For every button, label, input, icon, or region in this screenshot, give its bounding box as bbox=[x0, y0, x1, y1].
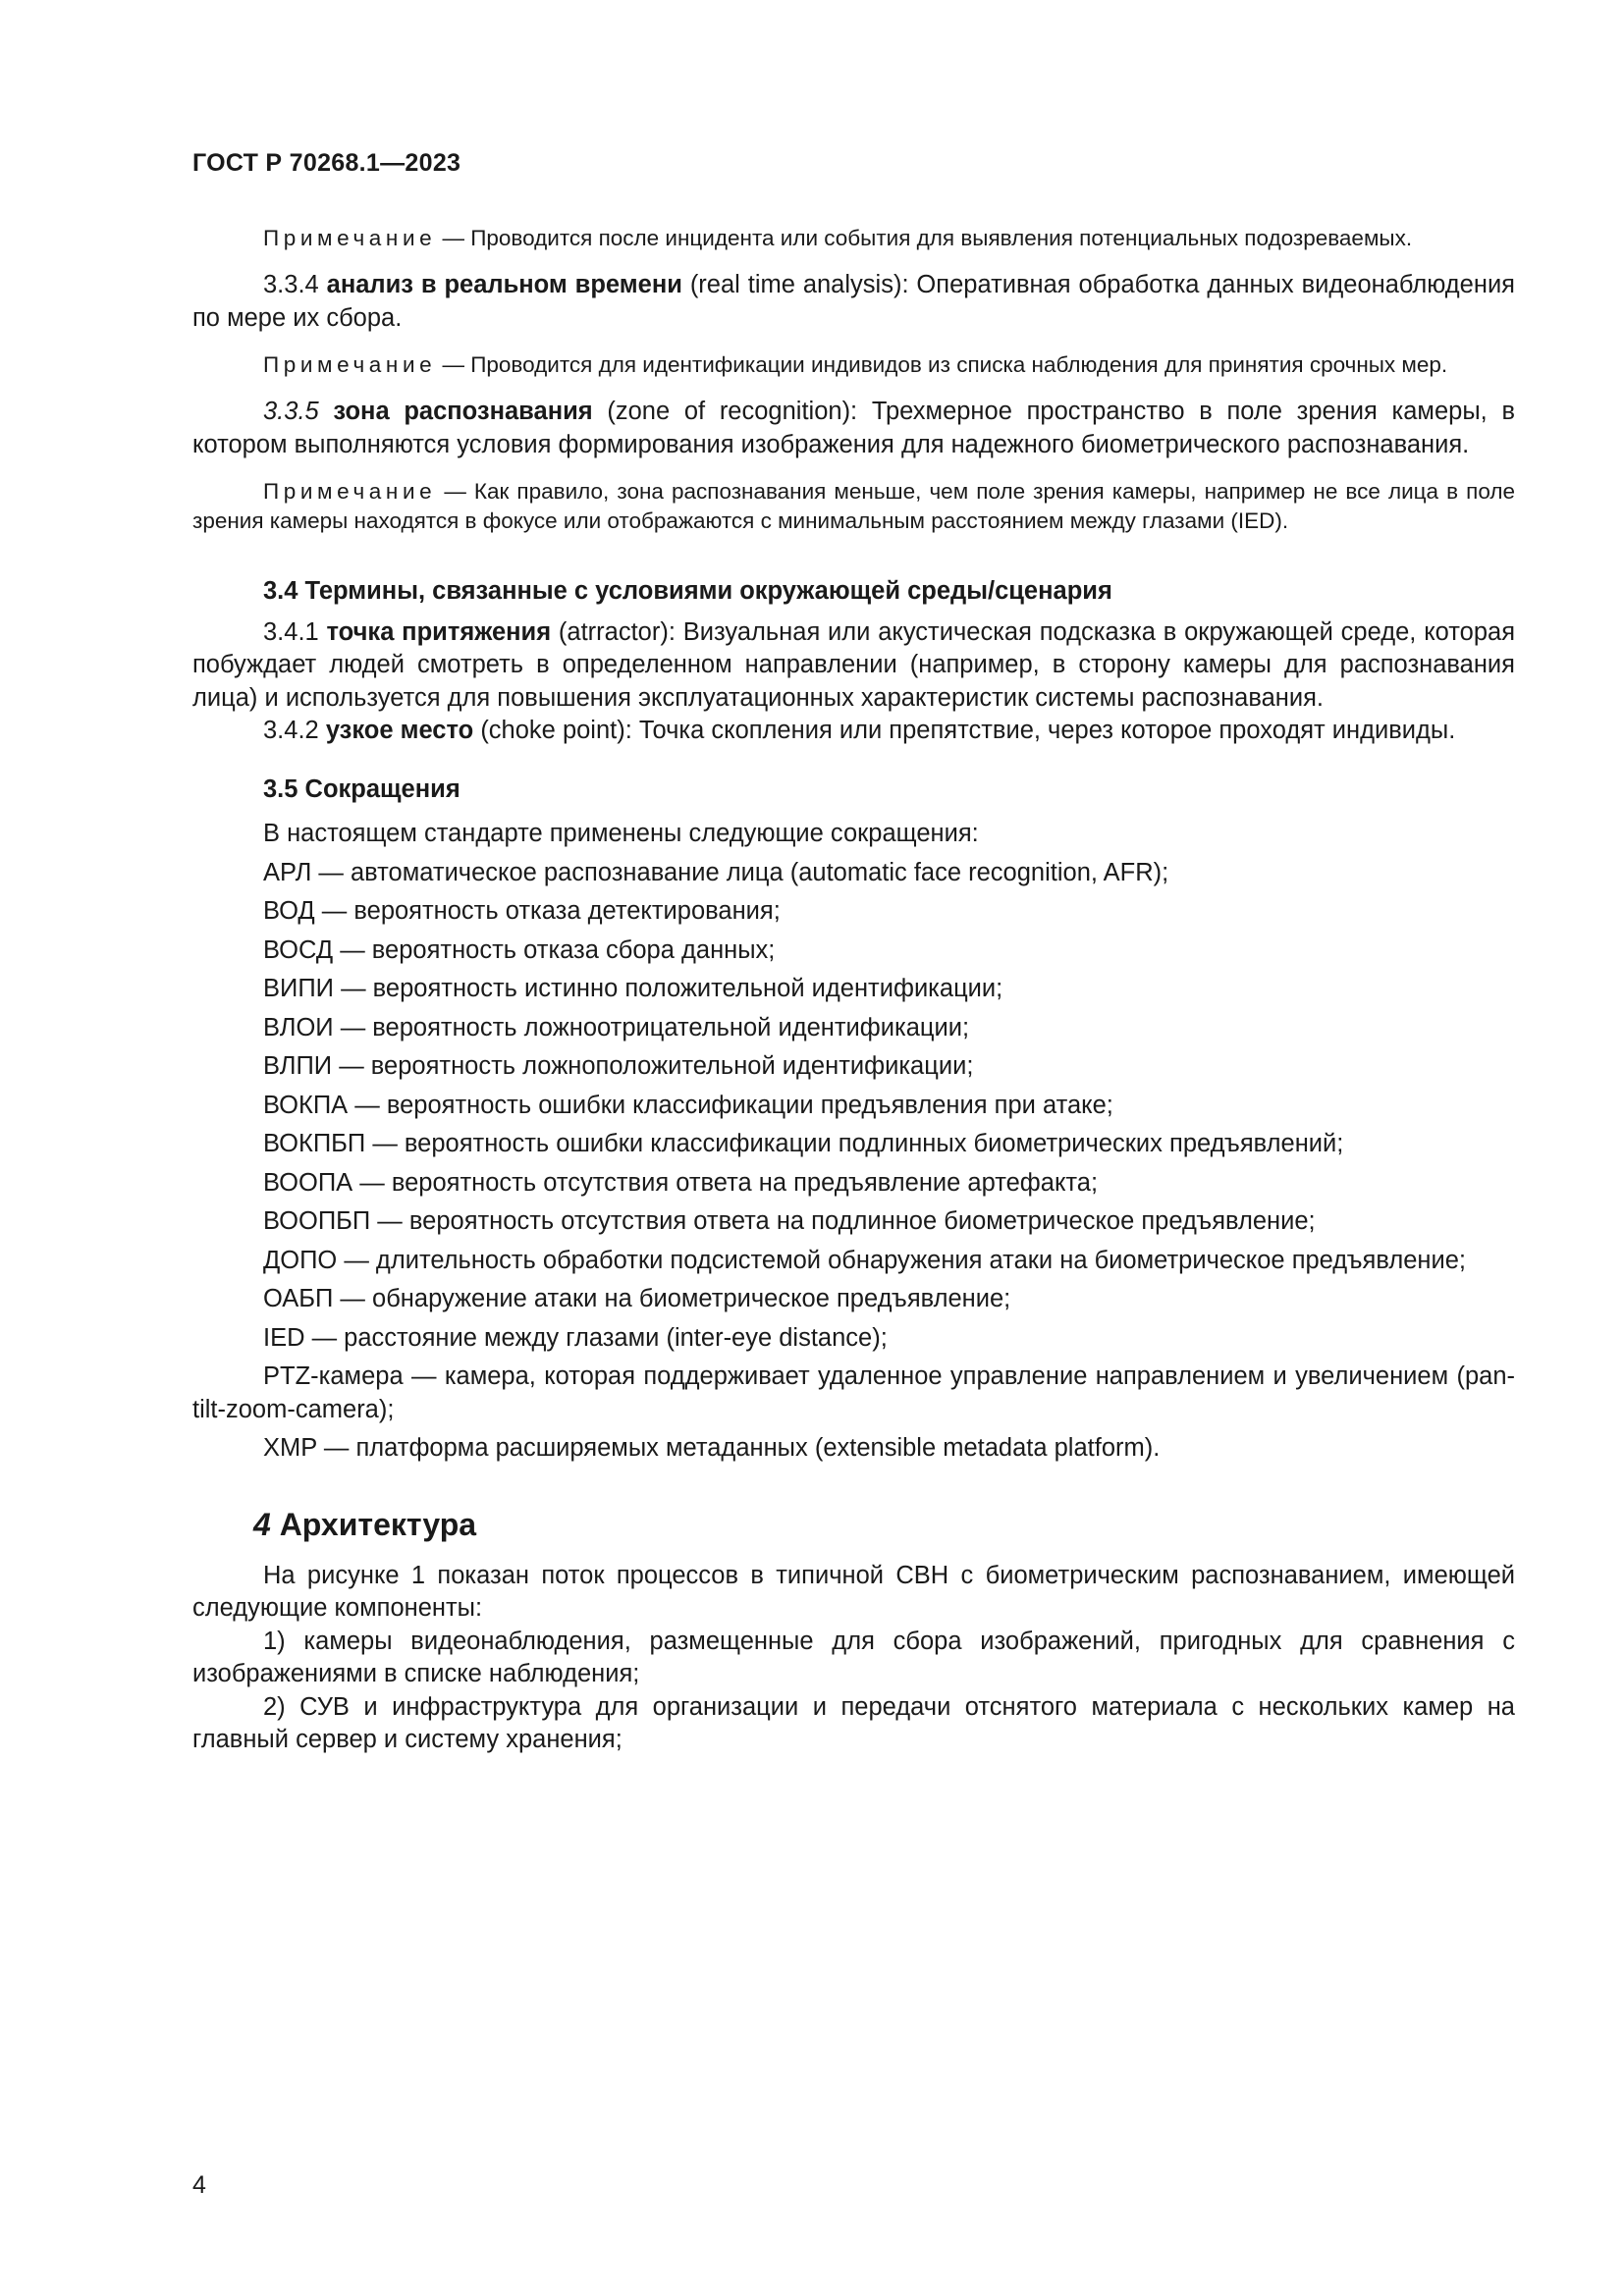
term-name: анализ в реальном времени bbox=[326, 271, 682, 298]
note-2 bbox=[192, 350, 1515, 380]
abbreviation-item: ДОПО — длительность обработки подсистемой обнаружения атаки на биометрическое предъявление; bbox=[263, 1246, 1466, 1274]
note-label: Примечание bbox=[263, 352, 437, 377]
subsection-heading-3-4: 3.4 Термины, связанные с условиями окружающей среды/сценария bbox=[263, 577, 1112, 605]
term-definition: (real time analysis): Оперативная обработка данных видеонаблюдения по мере их сбора. bbox=[192, 271, 1515, 332]
abbreviation-item: ВИПИ — вероятность истинно положительной идентификации; bbox=[263, 975, 1003, 1002]
section-heading-4 bbox=[192, 1505, 1515, 1544]
abbreviation-item: ВОКПБП — вероятность ошибки классификации подлинных биометрических предъявлений; bbox=[263, 1130, 1344, 1157]
term-number: 3.4.2 bbox=[263, 717, 326, 744]
abbreviation-item: ВОД — вероятность отказа детектирования; bbox=[263, 897, 781, 925]
term-3-4-2 bbox=[192, 715, 1515, 748]
note-text: — Проводится для идентификации индивидов из списка наблюдения для принятия срочных мер. bbox=[436, 352, 1448, 377]
section-4-intro: На рисунке 1 показан поток процессов в типичной СВН с биометрическим распознаванием, имеющей следующие компоненты: bbox=[192, 1561, 1515, 1622]
abbreviation-item: IED — расстояние между глазами (inter-eye distance); bbox=[263, 1323, 888, 1352]
section-title: Архитектура bbox=[270, 1506, 477, 1542]
component-item: 2) СУВ и инфраструктура для организации и передачи отснятого материала с нескольких камер на главный сервер и систему хранения; bbox=[192, 1692, 1515, 1753]
abbreviation-item: АРЛ — автоматическое распознавание лица (automatic face recognition, AFR); bbox=[263, 858, 1169, 886]
abbreviation-item: ВОСД — вероятность отказа сбора данных; bbox=[263, 935, 776, 964]
term-number: 3.3.5 bbox=[263, 398, 319, 425]
abbreviation-item: ВООПА — вероятность отсутствия ответа на предъявление артефакта; bbox=[263, 1168, 1099, 1197]
component-item: 1) камеры видеонаблюдения, размещенные для сбора изображений, пригодных для сравнения с изображениями в списке наблюдения; bbox=[192, 1627, 1515, 1687]
note-text: — Проводится после инцидента или события для выявления потенциальных подозреваемых. bbox=[436, 226, 1413, 250]
section-number: 4 bbox=[253, 1506, 271, 1542]
term-number: 3.4.1 bbox=[263, 617, 327, 646]
abbreviation-item: ВЛПИ — вероятность ложноположительной идентификации; bbox=[263, 1052, 974, 1080]
abbreviation-item: ВОКПА — вероятность ошибки классификации предъявления при атаке; bbox=[263, 1091, 1113, 1119]
abbreviations-list bbox=[192, 857, 1515, 1466]
abbreviation-item: ВООПБП — вероятность отсутствия ответа на подлинное биометрическое предъявление; bbox=[263, 1207, 1316, 1235]
term-3-4-1 bbox=[192, 616, 1515, 716]
term-number: 3.3.4 bbox=[263, 271, 327, 298]
term-3-3-5 bbox=[192, 396, 1515, 461]
abbreviations-intro: В настоящем стандарте применены следующие сокращения: bbox=[263, 820, 979, 847]
page-number: 4 bbox=[192, 2171, 206, 2199]
abbreviation-item: PTZ-камера — камера, которая поддерживает удаленное управление направлением и увеличением (pan-tilt-zoom-camera); bbox=[192, 1362, 1515, 1423]
note-text: — Как правило, зона распознавания меньше, чем поле зрения камеры, например не все лица в поле зрения камеры находятся в фокусе или отображаются с минимальным расстоянием между глазами (IED). bbox=[192, 479, 1515, 533]
term-definition: (zone of recognition): Трехмерное пространство в поле зрения камеры, в котором выполняются условия формирования изображения для надежного биометрического распознавания. bbox=[192, 398, 1515, 458]
abbreviation-item: ОАБП — обнаружение атаки на биометрическое предъявление; bbox=[263, 1285, 1011, 1312]
note-label: Примечание bbox=[263, 226, 437, 250]
term-name: узкое место bbox=[325, 717, 474, 744]
note-1 bbox=[192, 224, 1515, 253]
term-3-3-4 bbox=[192, 269, 1515, 335]
note-3 bbox=[192, 477, 1515, 536]
document-header: ГОСТ Р 70268.1—2023 bbox=[192, 149, 461, 177]
note-label: Примечание bbox=[263, 479, 437, 504]
term-name: точка притяжения bbox=[326, 617, 552, 646]
subsection-heading-3-5: 3.5 Сокращения bbox=[263, 774, 460, 803]
abbreviation-item: XMP — платформа расширяемых метаданных (extensible metadata platform). bbox=[263, 1434, 1161, 1462]
term-definition: (choke point): Точка скопления или препятствие, через которое проходят индивиды. bbox=[473, 717, 1456, 744]
term-name: зона распознавания bbox=[333, 398, 593, 425]
term-definition: (atrractor): Визуальная или акустическая подсказка в окружающей среде, которая побуждает людей смотреть в определенном направлении (например, в сторону камеры для распознавания лица) и используется для повышения эксплуатационных характеристик системы распознавания. bbox=[192, 617, 1515, 712]
abbreviation-item: ВЛОИ — вероятность ложноотрицательной идентификации; bbox=[263, 1013, 970, 1041]
page-content bbox=[192, 224, 1515, 1757]
